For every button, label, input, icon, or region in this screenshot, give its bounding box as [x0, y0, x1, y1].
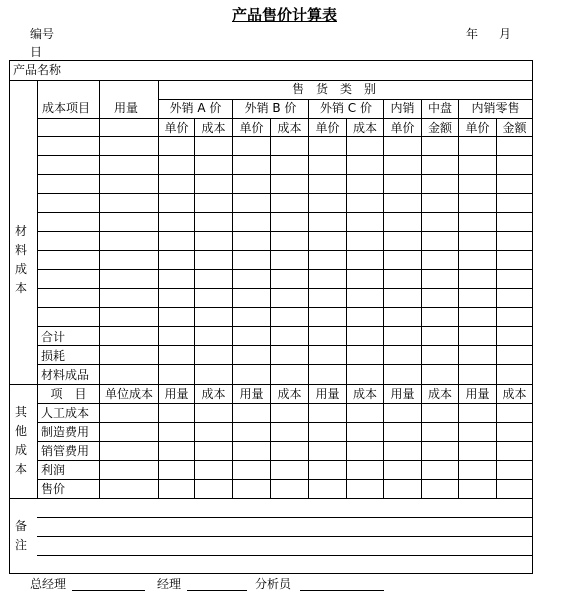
other-header-cell-3: 用量: [164, 387, 189, 401]
sub-header-9: 单价: [465, 121, 490, 135]
material-row-border: [37, 193, 533, 194]
year-label: 年: [466, 27, 479, 41]
signature-general-manager-label: 总经理: [30, 577, 67, 591]
remarks-line: [37, 517, 533, 518]
sub-header-10: 金额: [502, 121, 527, 135]
material-section-bottom: [9, 384, 533, 385]
other-header-cell-9: 用量: [390, 387, 415, 401]
other-header-cell-2: 单位成本: [104, 387, 153, 401]
sub-header-8: 金额: [427, 121, 452, 135]
sub-header-6: 成本: [352, 121, 377, 135]
remarks-line: [37, 536, 533, 537]
page-title: 产品售价计算表: [231, 6, 337, 24]
other-header-cell-1: 项 目: [50, 387, 87, 401]
other-header-cell-4: 成本: [201, 387, 226, 401]
material-row-border: [37, 288, 533, 289]
signature-manager-label: 经理: [157, 577, 182, 591]
material-row-border: [37, 212, 533, 213]
other-header-cell-5: 用量: [239, 387, 264, 401]
material-row-label-2: 损耗: [41, 349, 66, 363]
number-label: 编号: [30, 27, 55, 41]
grid-line: [308, 99, 309, 385]
other-header-cell-7: 用量: [315, 387, 340, 401]
other-row-label-5: 售价: [41, 482, 66, 496]
product-name-label: 产品名称: [13, 63, 62, 77]
sub-header-1: 单价: [164, 121, 189, 135]
grid-line: [421, 99, 422, 385]
material-row-border: [37, 326, 533, 327]
other-header-cell-11: 用量: [465, 387, 490, 401]
material-row-border: [37, 345, 533, 346]
mid-header: 中盘: [427, 101, 452, 115]
material-row-border: [37, 231, 533, 232]
usage-header: 用量: [114, 101, 139, 115]
other-row-border: [37, 460, 533, 461]
remarks-label: 备 注: [14, 518, 27, 552]
sales-category-label: 售 货 类 别: [292, 82, 377, 96]
table-left-border: [9, 60, 10, 574]
other-row-border: [37, 441, 533, 442]
other-header-cell-12: 成本: [502, 387, 527, 401]
sub-header-4: 成本: [277, 121, 302, 135]
other-header-cell-6: 成本: [277, 387, 302, 401]
sub-header-7: 单价: [390, 121, 415, 135]
month-label: 月: [499, 27, 512, 41]
material-row-label-3: 材料成品: [41, 368, 90, 382]
signature-manager-line[interactable]: [187, 590, 247, 591]
other-row-label-1: 人工成本: [41, 406, 90, 420]
export-a-header: 外销 A 价: [169, 101, 222, 115]
table-bottom-border: [9, 573, 533, 574]
signature-analyst-label: 分析员: [255, 577, 292, 591]
export-c-header: 外销 C 价: [319, 101, 372, 115]
sub-header-3: 单价: [239, 121, 264, 135]
material-row-border: [37, 364, 533, 365]
domestic-header: 内销: [390, 101, 415, 115]
material-row-label-1: 合计: [41, 330, 66, 344]
product-name-row-border: [9, 80, 533, 81]
grid-line: [232, 99, 233, 385]
export-b-header: 外销 B 价: [244, 101, 297, 115]
other-row-label-2: 制造费用: [41, 425, 90, 439]
material-row-border: [37, 269, 533, 270]
sub-header-2: 成本: [201, 121, 226, 135]
material-row-border: [37, 174, 533, 175]
material-row-border: [37, 250, 533, 251]
material-row-border: [37, 307, 533, 308]
other-row-border: [37, 422, 533, 423]
sub-header-5: 单价: [315, 121, 340, 135]
material-cost-label: 材 料 成 本: [14, 224, 27, 295]
cost-item-header: 成本项目: [42, 101, 91, 115]
table-right-border: [532, 60, 533, 574]
other-row-label-3: 销管费用: [41, 444, 90, 458]
remarks-line: [37, 555, 533, 556]
other-row-label-4: 利润: [41, 463, 66, 477]
material-row-border: [37, 155, 533, 156]
table-top-border: [9, 60, 533, 61]
other-section-bottom: [9, 498, 533, 499]
other-header-cell-10: 成本: [427, 387, 452, 401]
domestic-retail-header: 内销零售: [471, 101, 520, 115]
grid-line: [383, 99, 384, 385]
grid-line: [458, 99, 459, 385]
section-label-column-border: [37, 80, 38, 499]
signature-analyst-line[interactable]: [300, 590, 384, 591]
other-row-border: [37, 479, 533, 480]
other-cost-label: 其 他 成 本: [14, 405, 27, 476]
day-label: 日: [30, 45, 43, 59]
signature-general-manager-line[interactable]: [72, 590, 145, 591]
sales-category-border: [158, 99, 533, 100]
cost-item-column-border: [99, 80, 100, 385]
other-header-cell-8: 成本: [352, 387, 377, 401]
